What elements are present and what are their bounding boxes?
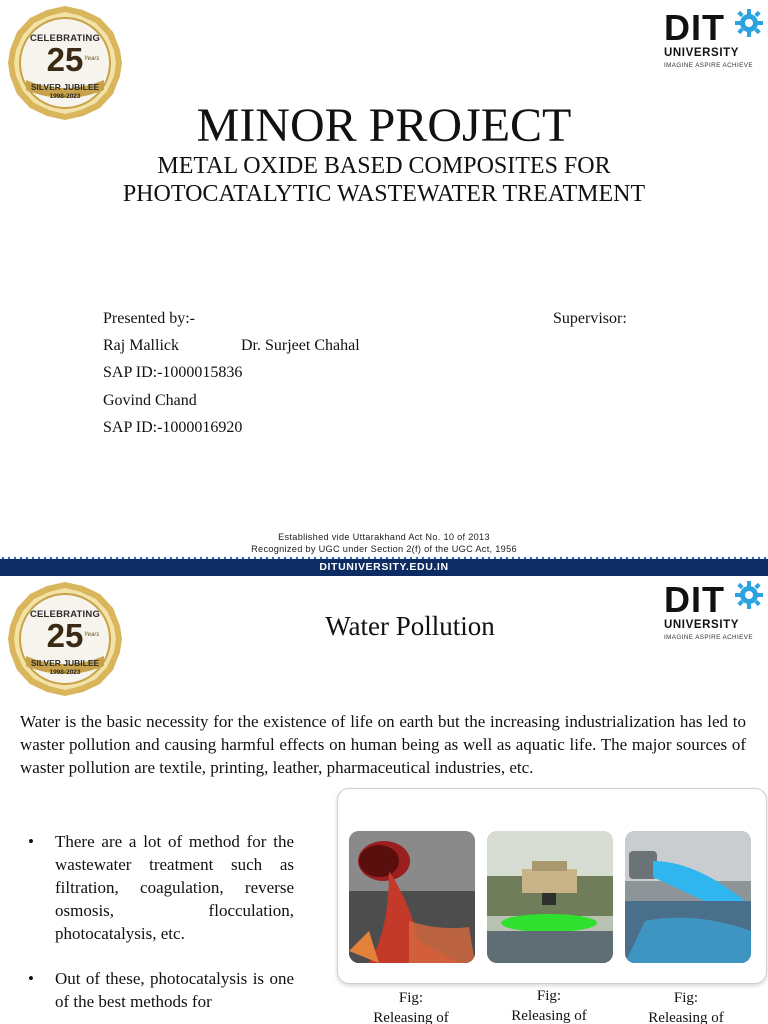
logo-name: UNIVERSITY bbox=[664, 619, 740, 631]
badge-years: Years bbox=[84, 56, 100, 62]
recognized-line: Recognized by UGC under Section 2(f) of the UGC Act, 1956 bbox=[251, 544, 517, 554]
badge-jubilee: SILVER JUBILEE bbox=[30, 658, 100, 668]
footer-strip bbox=[0, 530, 768, 558]
student-1-sap-id: SAP ID:-1000015836 bbox=[103, 364, 243, 381]
badge-dates: 1998-2023 bbox=[49, 93, 81, 100]
photo-blue-effluent bbox=[625, 831, 751, 963]
list-item bbox=[28, 830, 294, 945]
presented-by-label: Presented by:- bbox=[103, 310, 195, 327]
intro-paragraph: Water is the basic necessity for the existence of life on earth but the increasing industrialization has led to waster pollution and causing harmful effects on human being as well as aquatic life. The major sources of waster pollution are textile, printing, leather, pharmaceutical industries, etc. bbox=[20, 712, 746, 777]
student-2-sap-id: SAP ID:-1000016920 bbox=[103, 419, 243, 436]
bullet-list bbox=[28, 830, 294, 1024]
logo-name: UNIVERSITY bbox=[664, 47, 740, 59]
bullet-icon: • bbox=[28, 969, 34, 988]
logo-tagline: IMAGINE ASPIRE ACHIEVE bbox=[664, 634, 753, 641]
caption-fig-label: Fig: bbox=[398, 990, 424, 1006]
logo-mark: DIT bbox=[664, 579, 725, 620]
badge-years: Years bbox=[84, 632, 100, 638]
supervisor-label: Supervisor: bbox=[553, 310, 627, 327]
figure-caption-3 bbox=[616, 988, 756, 1024]
slide-title: Water Pollution bbox=[325, 611, 495, 641]
supervisor-name: Dr. Surjeet Chahal bbox=[241, 337, 360, 354]
figure-panel bbox=[337, 788, 767, 984]
logo-mark: DIT bbox=[664, 7, 725, 48]
silver-jubilee-badge bbox=[6, 580, 124, 698]
caption-text: Releasing of bbox=[373, 1010, 449, 1024]
bullet-icon: • bbox=[28, 832, 34, 851]
logo-tagline: IMAGINE ASPIRE ACHIEVE bbox=[664, 62, 753, 69]
badge-jubilee: SILVER JUBILEE bbox=[30, 82, 100, 92]
caption-fig-label: Fig: bbox=[536, 988, 562, 1004]
photo-red-effluent bbox=[349, 831, 475, 963]
dit-university-logo bbox=[664, 579, 764, 654]
badge-number: 25 bbox=[46, 617, 84, 654]
website-bar: DITUNIVERSITY.EDU.IN bbox=[0, 559, 768, 576]
badge-celebrating: CELEBRATING bbox=[29, 609, 101, 620]
slide-subtitle bbox=[0, 152, 768, 208]
caption-fig-label: Fig: bbox=[673, 990, 699, 1006]
subtitle-line-1: METAL OXIDE BASED COMPOSITES FOR bbox=[157, 153, 611, 179]
water-pollution-slide bbox=[0, 576, 768, 1024]
caption-text: Releasing of bbox=[511, 1008, 587, 1024]
figure-caption-2 bbox=[479, 986, 619, 1024]
subtitle-line-2: PHOTOCATALYTIC WASTEWATER TREATMENT bbox=[122, 181, 646, 207]
slide-title: MINOR PROJECT bbox=[196, 99, 572, 152]
gear-icon bbox=[734, 8, 764, 38]
dit-university-logo bbox=[664, 7, 764, 82]
gear-icon bbox=[734, 580, 764, 610]
established-line: Established vide Uttarakhand Act No. 10 of 2013 bbox=[278, 532, 490, 542]
badge-dates: 1998-2023 bbox=[49, 669, 81, 676]
figure-caption-1 bbox=[341, 988, 481, 1024]
badge-celebrating: CELEBRATING bbox=[29, 33, 101, 44]
photo-green-effluent bbox=[487, 831, 613, 963]
badge-number: 25 bbox=[46, 41, 84, 78]
list-item bbox=[28, 967, 294, 1013]
bullet-text: There are a lot of method for the wastewater treatment such as filtration, coagulation, reverse osmosis, flocculation, photocatalysis, etc. bbox=[55, 832, 294, 943]
caption-text: Releasing of bbox=[648, 1010, 724, 1024]
bullet-text: Out of these, photocatalysis is one of the best methods for bbox=[55, 969, 294, 1011]
student-2-name: Govind Chand bbox=[103, 392, 197, 409]
student-1-name: Raj Mallick bbox=[103, 337, 179, 354]
